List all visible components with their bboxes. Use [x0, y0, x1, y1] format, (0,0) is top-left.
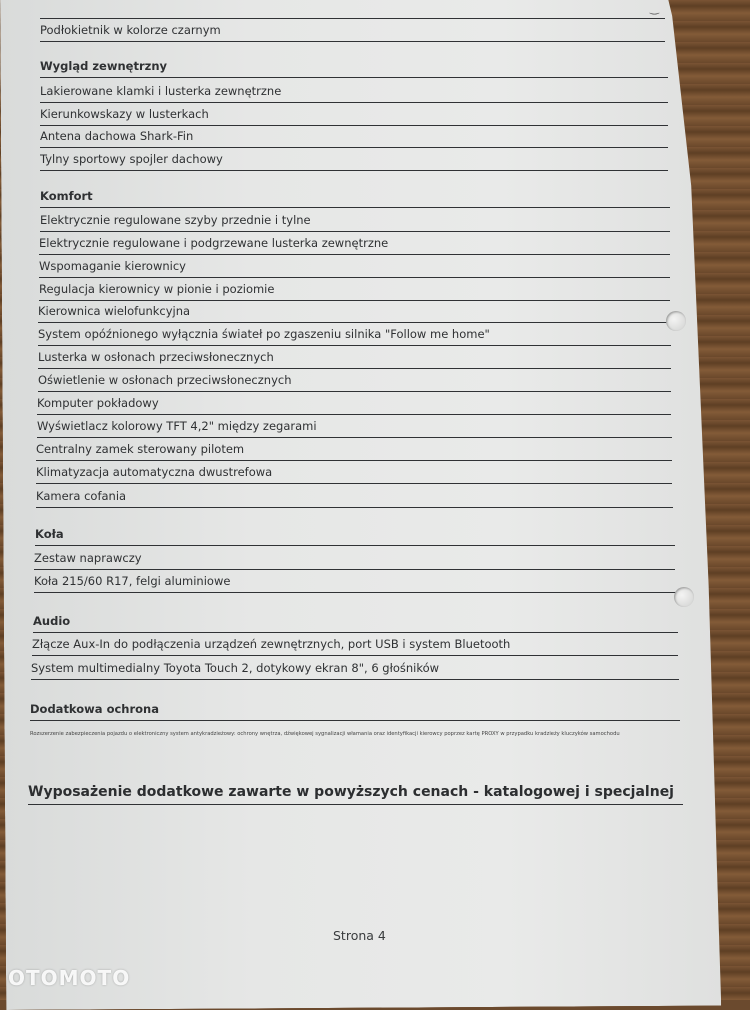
list-item: Kamera cofania: [36, 485, 673, 508]
list-item: Tylny sportowy spojler dachowy: [40, 148, 668, 171]
section-heading: Koła: [35, 523, 675, 546]
summary-heading: Wyposażenie dodatkowe zawarte w powyższych cenach - katalogowej i specjalnej: [28, 780, 683, 805]
section-heading: Dodatkowa ochrona: [30, 698, 680, 721]
list-item: Komputer pokładowy: [37, 392, 671, 415]
otomoto-watermark: OTOMOTO: [8, 966, 131, 990]
list-item: Antena dachowa Shark-Fin: [40, 125, 668, 148]
list-item: Złącze Aux-In do podłączenia urządzeń zewnętrznych, port USB i system Bluetooth: [32, 633, 678, 656]
list-item: System opóźnionego wyłącznia świateł po zgaszeniu silnika "Follow me home": [38, 323, 671, 346]
list-item: Klimatyzacja automatyczna dwustrefowa: [36, 461, 672, 484]
list-item: Wyświetlacz kolorowy TFT 4,2" między zegarami: [37, 415, 672, 438]
section-heading: Audio: [33, 610, 678, 633]
punch-hole: [674, 587, 694, 607]
list-item: Zestaw naprawczy: [34, 547, 675, 570]
list-item: Oświetlenie w osłonach przeciwsłonecznych: [38, 369, 671, 392]
page-number: Strona 4: [333, 928, 386, 943]
list-item: Elektrycznie regulowane szyby przednie i tylne: [40, 209, 670, 232]
list-item: Lusterka w osłonach przeciwsłonecznych: [38, 346, 671, 369]
list-item: Kierunkowskazy w lusterkach: [40, 103, 668, 126]
punch-hole: [666, 311, 686, 331]
list-item: Wspomaganie kierownicy: [39, 255, 670, 278]
list-item: Lakierowane klamki i lusterka zewnętrzne: [40, 80, 668, 103]
list-item: System multimedialny Toyota Touch 2, dotykowy ekran 8", 6 głośników: [31, 657, 679, 680]
list-item: Regulacja kierownicy w pionie i poziomie: [39, 278, 670, 301]
section-heading: Wygląd zewnętrzny: [40, 55, 668, 78]
list-item: Kierownica wielofunkcyjna: [38, 300, 670, 323]
list-item: Podłokietnik w kolorze czarnym: [40, 19, 665, 42]
list-item: Koła 215/60 R17, felgi aluminiowe: [34, 570, 676, 593]
protection-note: Rozszerzenie zabezpieczenia pojazdu o elektroniczny system antykradzieżowy: ochrony wnętrza, dźwiękowej sygnalizacji włamania oraz identyfikacji kierowcy poprzez kartę PROXY w przypadku kradzieży kluczyków samochodu: [30, 731, 620, 737]
section-heading: Komfort: [40, 185, 670, 208]
list-item: Elektrycznie regulowane i podgrzewane lusterka zewnętrzne: [39, 232, 670, 255]
list-item: Centralny zamek sterowany pilotem: [36, 438, 672, 461]
page-fold-mark: ‿: [650, 2, 659, 15]
